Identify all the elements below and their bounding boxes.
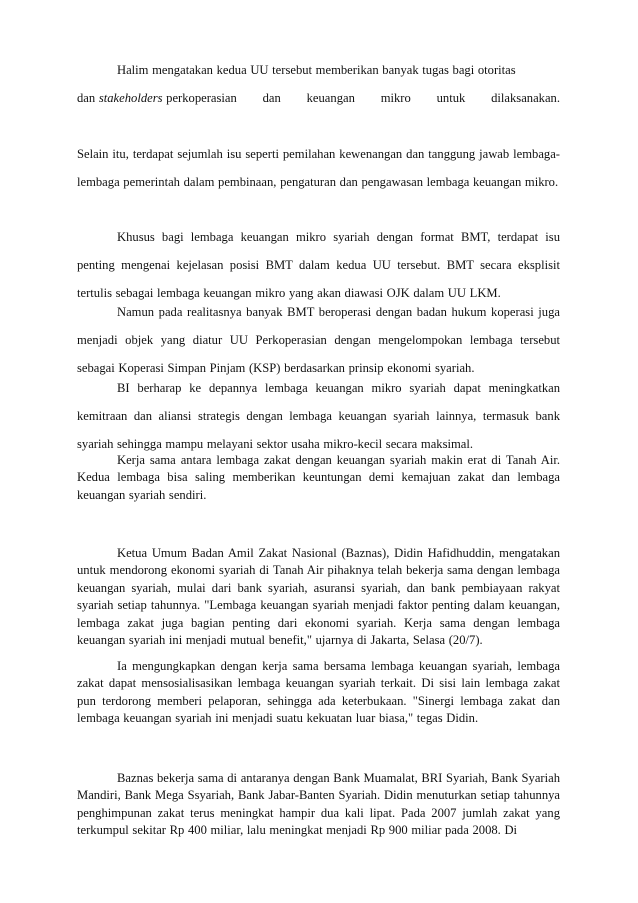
paragraph-1-line-2-start: dan stakeholders perkoperasian [77, 91, 237, 105]
word: untuk [436, 91, 466, 105]
paragraph-8: Ia mengungkapkan dengan kerja sama bersama lembaga keuangan syariah, lembaga zakat dapat mensosialisasikan lembaga keuangan syariah terkait. Di sisi lain lembaga zakat pun terdorong memberi pelaporan, sehingga ada keterbukaan. "Sinergi lembaga zakat dan lembaga keuangan syariah ini menjadi suatu kekuatan luar biasa," tegas Didin. [77, 659, 560, 726]
word: mikro [380, 91, 411, 105]
paragraph-1-line-2 [77, 84, 560, 112]
word: dilaksanakan. [491, 91, 560, 105]
word: keuangan [306, 91, 355, 105]
paragraph-5: BI berharap ke depannya lembaga keuangan mikro syariah dapat meningkatkan kemitraan dan aliansi strategis dengan lembaga keuangan syariah lainnya, termasuk bank syariah sehingga mampu melayani sektor usaha mikro-kecil secara maksimal. [77, 381, 560, 451]
paragraph-6: Kerja sama antara lembaga zakat dengan keuangan syariah makin erat di Tanah Air. Kedua lembaga bisa saling memberikan keuntungan demi kemajuan zakat dan lembaga keuangan syariah sendiri. [77, 453, 560, 502]
word: dan [262, 91, 281, 105]
paragraph-3: Khusus bagi lembaga keuangan mikro syariah dengan format BMT, terdapat isu penting mengenai kejelasan posisi BMT dalam kedua UU tersebut. BMT secara eksplisit tertulis sebagai lembaga keuangan mikro yang akan diawasi OJK dalam UU LKM. [77, 230, 560, 300]
paragraph-4: Namun pada realitasnya banyak BMT beroperasi dengan badan hukum koperasi juga menjadi objek yang diatur UU Perkoperasian dengan mengelompokan lembaga tersebut sebagai Koperasi Simpan Pinjam (KSP) berdasarkan prinsip ekonomi syariah. [77, 305, 560, 375]
paragraph-1 [77, 56, 560, 112]
paragraph-7: Ketua Umum Badan Amil Zakat Nasional (Baznas), Didin Hafidhuddin, mengatakan untuk mendorong ekonomi syariah di Tanah Air pihaknya telah bekerja sama dengan lembaga keuangan syariah, mulai dari bank syariah, asuransi syariah, dan bank pembiayaan rakyat syariah setiap tahunnya. "Lembaga keuangan syariah menjadi faktor penting dalam keuangan, lembaga zakat juga bagian penting dari ekonomi syariah. Kerja sama dengan lembaga keuangan syariah ini menjadi mutual benefit," ujarnya di Jakarta, Selasa (20/7). [77, 546, 560, 648]
paragraph-1-line-1: Halim mengatakan kedua UU tersebut memberikan banyak tugas bagi otoritas [117, 63, 516, 77]
paragraph-9: Baznas bekerja sama di antaranya dengan Bank Muamalat, BRI Syariah, Bank Syariah Mandiri, Bank Mega Ssyariah, Bank Jabar-Banten Syariah. Didin menuturkan setiap tahunnya penghimpunan zakat terus meningkat hampir dua kali lipat. Pada 2007 jumlah zakat yang terkumpul sekitar Rp 400 miliar, lalu meningkat menjadi Rp 900 miliar pada 2008. Di [77, 771, 560, 838]
paragraph-2: Selain itu, terdapat sejumlah isu seperti pemilahan kewenangan dan tanggung jawab lembaga-lembaga pemerintah dalam pembinaan, pengaturan dan pengawasan lembaga keuangan mikro. [77, 147, 560, 189]
italic-term: stakeholders [98, 91, 163, 105]
